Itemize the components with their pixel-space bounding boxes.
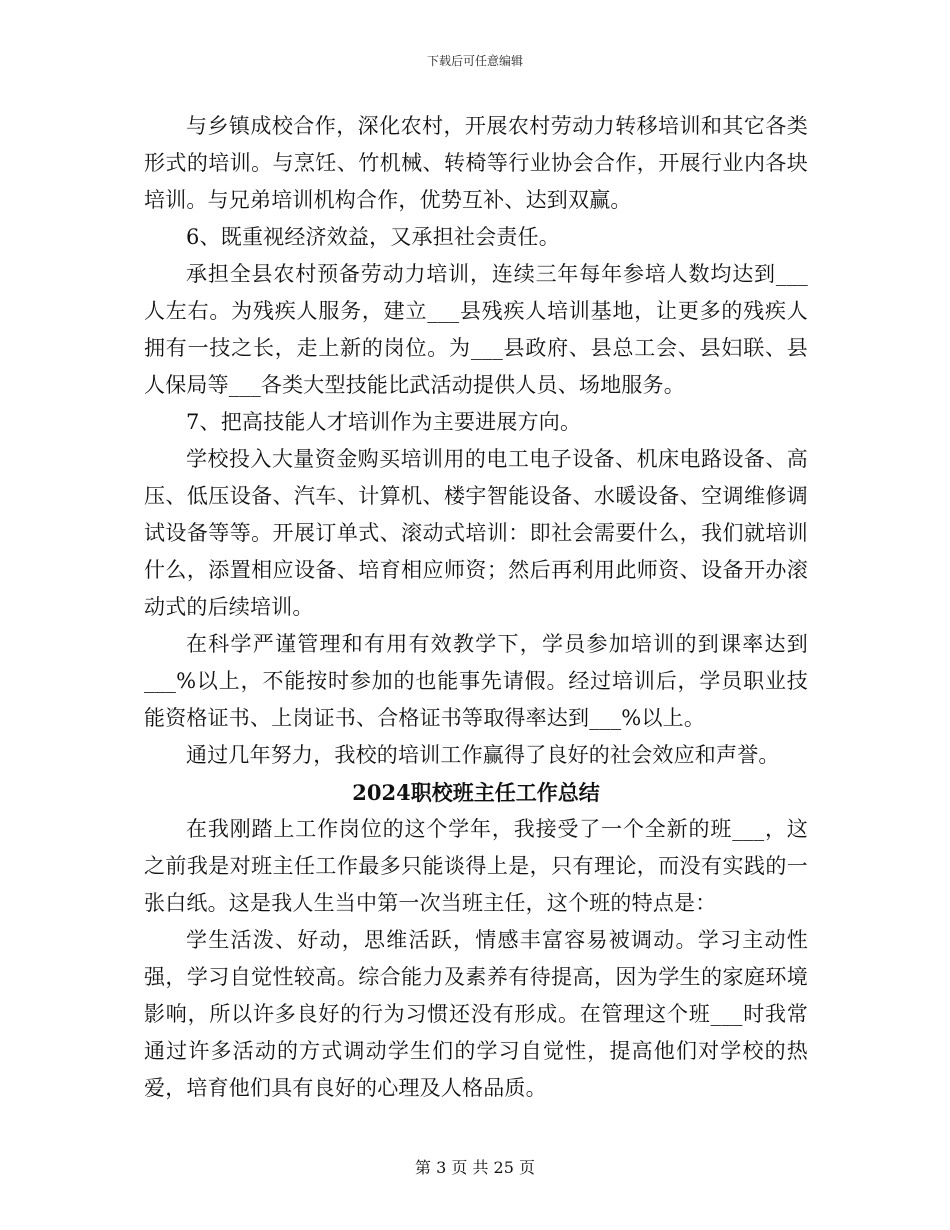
- paragraph-social-responsibility: 承担全县农村预备劳动力培训，连续三年每年参培人数均达到___人左右。为残疾人服务，建立___县残疾人培训基地，让更多的残疾人拥有一技之长，走上新的岗位。为___县政府、县总工会、县妇联、县人保局等___各类大型技能比武活动提供人员、场地服务。: [144, 262, 808, 397]
- paragraph-cooperation: 与乡镇成校合作，深化农村，开展农村劳动力转移培训和其它各类形式的培训。与烹饪、竹机械、转椅等行业协会合作，开展行业内各块培训。与兄弟培训机构合作，优势互补、达到双赢。: [144, 114, 808, 212]
- document-body: [144, 108, 808, 1107]
- paragraph-new-class: 在我刚踏上工作岗位的这个学年，我接受了一个全新的班___，这之前我是对班主任工作最多只能谈得上是，只有理论，而没有实践的一张白纸。这是我人生当中第一次当班主任，这个班的特点是：: [144, 817, 808, 915]
- paragraph-reputation: 通过几年努力，我校的培训工作赢得了良好的社会效应和声誉。: [186, 743, 780, 767]
- paragraph-point-6-heading: 6、既重视经济效益，又承担社会责任。: [186, 225, 560, 249]
- paragraph-class-traits: 学生活泼、好动，思维活跃，情感丰富容易被调动。学习主动性强，学习自觉性较高。综合能力及素养有待提高，因为学生的家庭环境影响，所以许多良好的行为习惯还没有形成。在管理这个班___时我常通过许多活动的方式调动学生们的学习自觉性，提高他们对学校的热爱，培育他们具有良好的心理及人格品质。: [144, 928, 808, 1100]
- paragraph-attendance-rate: 在科学严谨管理和有用有效教学下，学员参加培训的到课率达到___%以上，不能按时参加的也能事先请假。经过培训后，学员职业技能资格证书、上岗证书、合格证书等取得率达到___%以上。: [144, 632, 808, 730]
- paragraph-equipment-investment: 学校投入大量资金购买培训用的电工电子设备、机床电路设备、高压、低压设备、汽车、计算机、楼宇智能设备、水暖设备、空调维修调试设备等等。开展订单式、滚动式培训：即社会需要什么，我们就培训什么，添置相应设备、培育相应师资；然后再利用此师资、设备开办滚动式的后续培训。: [144, 447, 808, 619]
- section-title: 2024职校班主任工作总结: [352, 780, 600, 805]
- paragraph-point-7-heading: 7、把高技能人才培训作为主要进展方向。: [186, 410, 582, 434]
- page-header: 下载后可任意编辑: [426, 54, 523, 68]
- page-number: 第 3 页 共 25 页: [415, 1158, 535, 1177]
